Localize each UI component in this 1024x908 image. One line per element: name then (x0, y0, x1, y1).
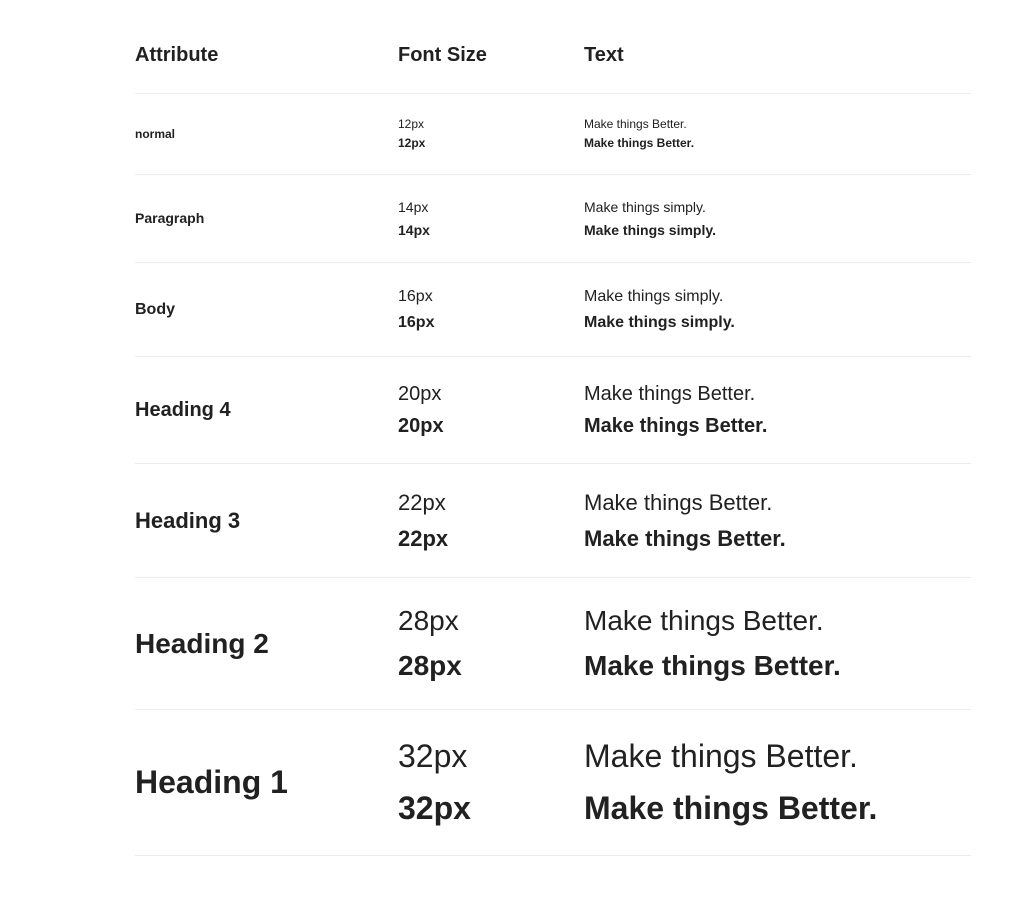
table-row (135, 357, 971, 464)
attribute-cell (135, 175, 398, 263)
text-sample-cell (584, 577, 971, 710)
attribute-cell (135, 710, 398, 855)
attribute-label: Heading 4 (135, 398, 231, 421)
table-body (135, 94, 971, 856)
font-size-value-bold: 28px (398, 649, 462, 681)
text-sample-bold: Make things simply. (584, 221, 716, 238)
table-row (135, 577, 971, 710)
font-size-value-bold: 32px (398, 789, 471, 826)
text-sample-regular: Make things Better. (584, 604, 824, 636)
attribute-label: Body (135, 300, 175, 318)
column-header-attribute: Attribute (135, 44, 398, 94)
text-sample-cell (584, 263, 971, 357)
attribute-cell (135, 577, 398, 710)
font-size-cell (398, 710, 584, 855)
attribute-cell (135, 263, 398, 357)
text-sample-regular: Make things Better. (584, 117, 687, 131)
text-sample-regular: Make things Better. (584, 383, 756, 406)
font-size-value-regular: 12px (398, 117, 425, 131)
font-size-value-regular: 32px (398, 738, 468, 775)
text-sample-bold: Make things Better. (584, 789, 878, 826)
text-sample-cell (584, 464, 971, 577)
font-size-cell (398, 577, 584, 710)
text-sample-bold: Make things Better. (584, 136, 695, 151)
text-sample-regular: Make things Better. (584, 490, 773, 516)
attribute-label: normal (135, 127, 176, 142)
font-size-cell (398, 175, 584, 263)
font-spec-table (135, 44, 971, 856)
text-sample-cell (584, 357, 971, 464)
table-row (135, 263, 971, 357)
table-row (135, 464, 971, 577)
font-size-value-bold: 22px (398, 525, 449, 551)
text-sample-regular: Make things simply. (584, 199, 706, 216)
font-size-value-regular: 28px (398, 604, 459, 636)
text-sample-bold: Make things Better. (584, 415, 768, 438)
text-sample-cell (584, 175, 971, 263)
font-size-cell (398, 357, 584, 464)
table-header-row (135, 44, 971, 94)
text-sample-cell (584, 710, 971, 855)
attribute-label: Heading 3 (135, 507, 241, 533)
font-size-value-bold: 14px (398, 221, 430, 238)
font-size-value-regular: 20px (398, 383, 442, 406)
table-row (135, 175, 971, 263)
text-sample-bold: Make things Better. (584, 649, 841, 681)
attribute-cell (135, 464, 398, 577)
font-size-cell (398, 263, 584, 357)
table-row (135, 94, 971, 175)
text-sample-cell (584, 94, 971, 175)
text-sample-regular: Make things Better. (584, 738, 858, 775)
attribute-cell (135, 357, 398, 464)
font-size-value-bold: 16px (398, 313, 435, 331)
font-size-cell (398, 94, 584, 175)
text-sample-bold: Make things Better. (584, 525, 786, 551)
font-size-value-regular: 14px (398, 199, 429, 216)
text-sample-bold: Make things simply. (584, 313, 735, 331)
attribute-label: Heading 2 (135, 627, 269, 659)
font-size-value-bold: 12px (398, 136, 426, 151)
font-size-value-regular: 16px (398, 288, 433, 306)
attribute-cell (135, 94, 398, 175)
attribute-label: Heading 1 (135, 764, 288, 800)
font-size-cell (398, 464, 584, 577)
column-header-font-size: Font Size (398, 44, 584, 94)
table-row (135, 710, 971, 855)
text-sample-regular: Make things simply. (584, 288, 724, 306)
font-size-value-bold: 20px (398, 415, 444, 438)
column-header-text: Text (584, 44, 971, 94)
attribute-label: Paragraph (135, 209, 205, 226)
font-size-value-regular: 22px (398, 490, 446, 516)
